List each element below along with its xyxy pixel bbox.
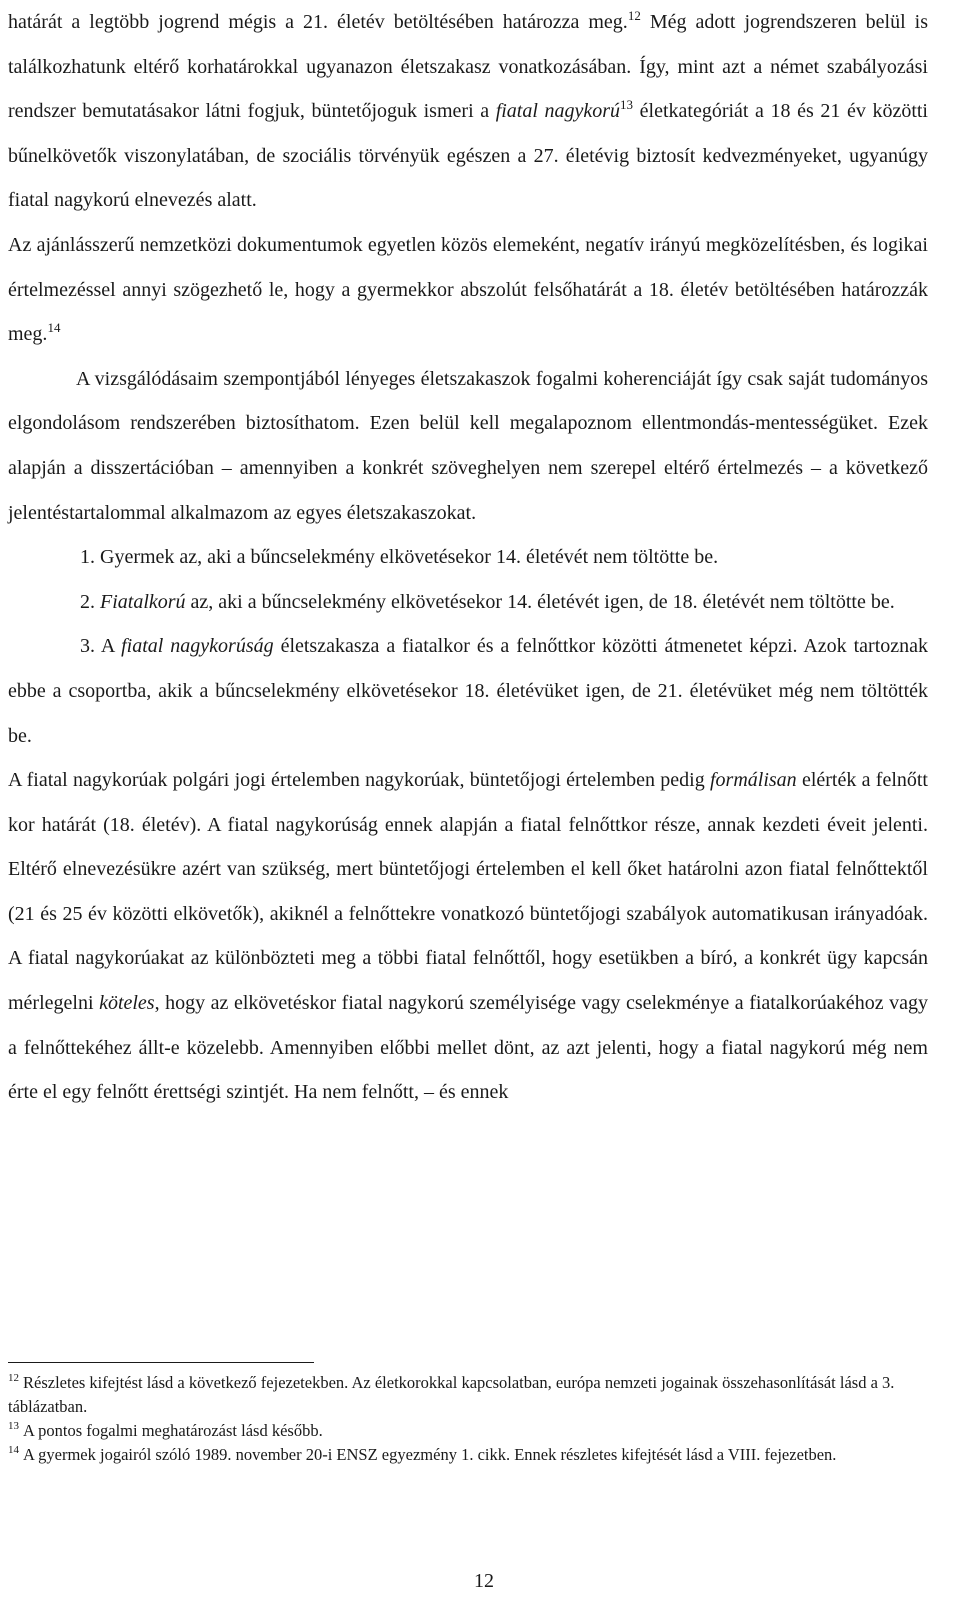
footnotes (8, 1371, 928, 1467)
text-run: Az ajánlásszerű nemzetközi dokumentumok egyetlen közös elemeként, negatív irányú megközelítésben, és logikai értelmezéssel annyi szögezhető le, hogy a gyermekkor abszolút felsőhatárát a 18. életév betöltésében határozzák meg. (8, 233, 928, 346)
emphasized-term: fiatal nagykorú (495, 100, 621, 123)
footnote-text: A gyermek jogairól szóló 1989. november 20-i ENSZ egyezmény 1. cikk. Ennek részletes kifejtését lásd a VIII. fejezetben. (23, 1445, 837, 1464)
footnote (8, 1371, 928, 1419)
footnote (8, 1443, 928, 1467)
text-run: határát a legtöbb jogrend mégis a 21. életév betöltésében határozza meg. (8, 11, 628, 33)
emphasized-term: Fiatalkorú (100, 590, 186, 613)
footnote-reference: 13 (620, 97, 634, 113)
text-run: A fiatal nagykorúak polgári jogi értelemben nagykorúak, büntetőjogi értelemben pedig (8, 769, 710, 792)
paragraph (8, 0, 928, 223)
emphasized-term: formálisan (709, 769, 797, 792)
text-run: 1. Gyermek az, aki a bűncselekmény elkövetésekor 14. életévét nem töltötte be. (80, 546, 719, 569)
text-run: életszakasza a fiatalkor és a felnőttkor közötti átmenetet képzi. Azok tartoznak ebbe a csoportba, akik a bűncselekmény elkövetésekor 18. életévüket igen, de 21. életévüket még nem töltötték be. (8, 635, 929, 747)
list-item (8, 535, 928, 580)
footnote-divider (8, 1362, 314, 1363)
footnote-text: Részletes kifejtést lásd a következő fejezetekben. Az életkorokkal kapcsolatban, európa nemzeti jogainak összehasonlítását lásd a 3. táblázatban. (8, 1373, 895, 1416)
footnote-text: A pontos fogalmi meghatározást lásd később. (23, 1421, 323, 1440)
paragraph (8, 758, 928, 1115)
list-item (8, 624, 928, 758)
page-number: 12 (474, 1570, 494, 1592)
text-run: az, aki a bűncselekmény elkövetésekor 14. életévét igen, de 18. életévét nem töltötte be. (185, 590, 895, 613)
emphasized-term: fiatal nagykorúság (121, 635, 274, 658)
footnote-number: 12 (8, 1372, 19, 1384)
text-run: A vizsgálódásaim szempontjából lényeges életszakaszok fogalmi koherenciáját így csak saját tudományos elgondolásom rendszerében biztosíthatom. Ezen belül kell megalapoznom ellentmondás-mentességüket. Ezek alapján a disszertációban – amennyiben a konkrét szöveghelyen nem szerepel eltérő értelmezés – a következő jelentéstartalommal alkalmazom az egyes életszakaszokat. (8, 367, 928, 524)
document-page (8, 0, 928, 1115)
paragraph (8, 357, 928, 535)
body-text (8, 0, 928, 1115)
text-run: Még adott jogrendszeren belül is találkozhatunk eltérő korhatárokkal ugyanazon életszakasz vonatkozásában. Így, mint azt a német szabályozási rendszer bemutatásakor látni fogjuk, büntetőjoguk ismeri a (8, 11, 928, 123)
footnote-number: 13 (8, 1420, 19, 1432)
footnote (8, 1419, 928, 1443)
footnote-reference: 14 (47, 320, 61, 336)
emphasized-term: köteles (99, 992, 155, 1015)
footnote-reference: 12 (627, 8, 641, 23)
paragraph (8, 223, 928, 357)
text-run: életkategóriát a 18 és 21 év közötti bűnelkövetők viszonylatában, de szociális törvényük egészen a 27. életévig biztosít kedvezményeket, ugyanúgy fiatal nagykorú elnevezés alatt. (8, 100, 928, 212)
text-run: elérték a felnőtt kor határát (18. életév). A fiatal nagykorúság ennek alapján a fiatal felnőttkor része, annak kezdeti éveit jelenti. Eltérő elnevezésükre azért van szükség, mert büntetőjogi értelemben el kell őket határolni azon fiatal felnőttektől (21 és 25 év közötti elkövetők), akiknél a felnőttekre vonatkozó büntetőjogi szabályok automatikusan irányadóak. A fiatal nagykorúakat az különbözteti meg a többi fiatal felnőttől, hogy esetükben a bíró, a konkrét ügy kapcsán mérlegelni (8, 769, 928, 1015)
list-item (8, 580, 928, 625)
text-run: 2. (80, 590, 100, 613)
text-run: , hogy az elkövetéskor fiatal nagykorú személyisége vagy cselekménye a fiatalkorúakéhoz vagy a felnőttekéhez állt-e közelebb. Amennyiben előbbi mellet dönt, az azt jelenti, hogy a fiatal nagykorú még nem érte el egy felnőtt érettségi szintjét. Ha nem felnőtt, – és ennek (8, 992, 928, 1104)
footnote-number: 14 (8, 1444, 19, 1456)
text-run: 3. A (80, 635, 122, 658)
